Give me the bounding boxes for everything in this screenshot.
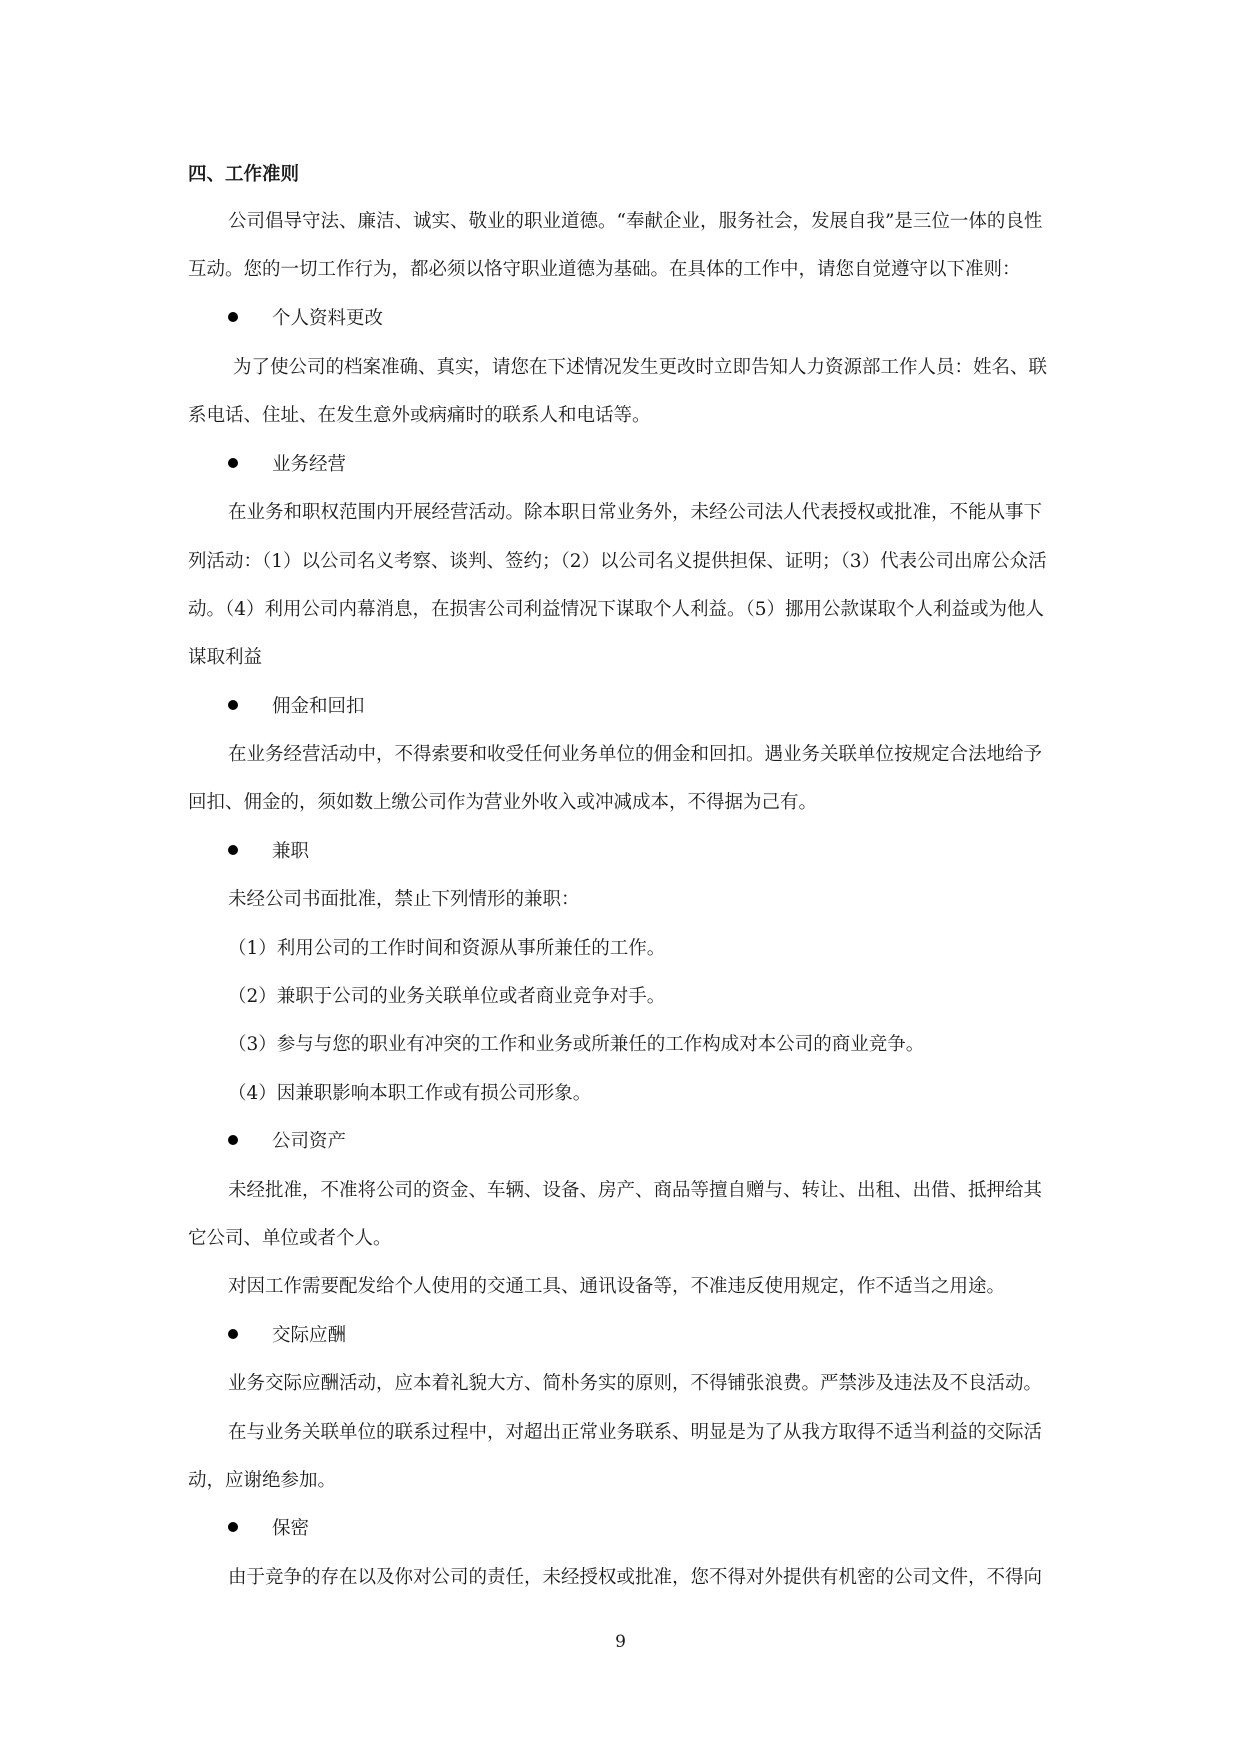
bullet-icon xyxy=(228,458,238,468)
bullet-secrecy-title: 保密 xyxy=(272,1518,310,1539)
social-line-3: 动，应谢绝参加。 xyxy=(188,1470,337,1491)
assets-line-2: 它公司、单位或者个人。 xyxy=(188,1228,392,1249)
parttime-line-2: （1）利用公司的工作时间和资源从事所兼任的工作。 xyxy=(228,938,666,959)
assets-line-1: 未经批准，不准将公司的资金、车辆、设备、房产、商品等擅自赠与、转让、出租、出借、抵押给其 xyxy=(228,1180,1043,1201)
intro-line-1: 公司倡导守法、廉洁、诚实、敬业的职业道德。“奉献企业，服务社会，发展自我”是三位一体的良性 xyxy=(228,211,1043,232)
business-line-4: 谋取利益 xyxy=(188,647,263,668)
bullet-social xyxy=(228,1323,346,1349)
bullet-personal xyxy=(228,306,383,332)
personal-line-2: 系电话、住址、在发生意外或病痛时的联系人和电话等。 xyxy=(188,405,651,426)
bullet-icon xyxy=(228,1522,238,1532)
commission-line-2: 回扣、佣金的，须如数上缴公司作为营业外收入或冲减成本，不得据为己有。 xyxy=(188,792,818,813)
parttime-line-3: （2）兼职于公司的业务关联单位或者商业竞争对手。 xyxy=(228,986,666,1007)
parttime-line-1: 未经公司书面批准，禁止下列情形的兼职： xyxy=(228,889,580,910)
business-line-3: 动。（4）利用公司内幕消息，在损害公司利益情况下谋取个人利益。（5）挪用公款谋取个人利益或为他人 xyxy=(188,599,1045,620)
bullet-commission xyxy=(228,694,365,720)
bullet-secrecy xyxy=(228,1516,309,1542)
bullet-icon xyxy=(228,845,238,855)
bullet-social-title: 交际应酬 xyxy=(272,1325,347,1346)
section-heading: 四、工作准则 xyxy=(188,164,300,185)
personal-line-1: 为了使公司的档案准确、真实，请您在下述情况发生更改时立即告知人力资源部工作人员：姓名、联 xyxy=(233,357,1048,378)
commission-line-1: 在业务经营活动中，不得索要和收受任何业务单位的佣金和回扣。遇业务关联单位按规定合法地给予 xyxy=(228,744,1043,765)
parttime-line-5: （4）因兼职影响本职工作或有损公司形象。 xyxy=(228,1083,592,1104)
bullet-assets-title: 公司资产 xyxy=(272,1131,347,1152)
social-line-2: 在与业务关联单位的联系过程中，对超出正常业务联系、明显是为了从我方取得不适当利益的交际活 xyxy=(228,1422,1043,1443)
bullet-assets xyxy=(228,1129,346,1155)
intro-line-2: 互动。您的一切工作行为，都必须以恪守职业道德为基础。在具体的工作中，请您自觉遵守以下准则： xyxy=(188,259,1021,280)
bullet-icon xyxy=(228,1135,238,1145)
parttime-line-4: （3）参与与您的职业有冲突的工作和业务或所兼任的工作构成对本公司的商业竞争。 xyxy=(228,1034,925,1055)
bullet-parttime-title: 兼职 xyxy=(272,841,310,862)
bullet-personal-title: 个人资料更改 xyxy=(272,308,384,329)
business-line-1: 在业务和职权范围内开展经营活动。除本职日常业务外，未经公司法人代表授权或批准，不能从事下 xyxy=(228,502,1043,523)
bullet-icon xyxy=(228,1329,238,1339)
secrecy-line-1: 由于竞争的存在以及你对公司的责任，未经授权或批准，您不得对外提供有机密的公司文件，不得向 xyxy=(228,1567,1043,1588)
bullet-icon xyxy=(228,700,238,710)
bullet-business xyxy=(228,452,346,478)
social-line-1: 业务交际应酬活动，应本着礼貌大方、简朴务实的原则，不得铺张浪费。严禁涉及违法及不良活动。 xyxy=(228,1373,1043,1394)
bullet-icon xyxy=(228,312,238,322)
page-number: 9 xyxy=(615,1632,626,1652)
bullet-business-title: 业务经营 xyxy=(272,454,347,475)
business-line-2: 列活动：（1）以公司名义考察、谈判、签约；（2）以公司名义提供担保、证明；（3）代表公司出席公众活 xyxy=(188,551,1047,572)
bullet-parttime xyxy=(228,839,309,865)
assets-line-3: 对因工作需要配发给个人使用的交通工具、通讯设备等，不准违反使用规定，作不适当之用途。 xyxy=(228,1276,1006,1297)
bullet-commission-title: 佣金和回扣 xyxy=(272,696,365,717)
